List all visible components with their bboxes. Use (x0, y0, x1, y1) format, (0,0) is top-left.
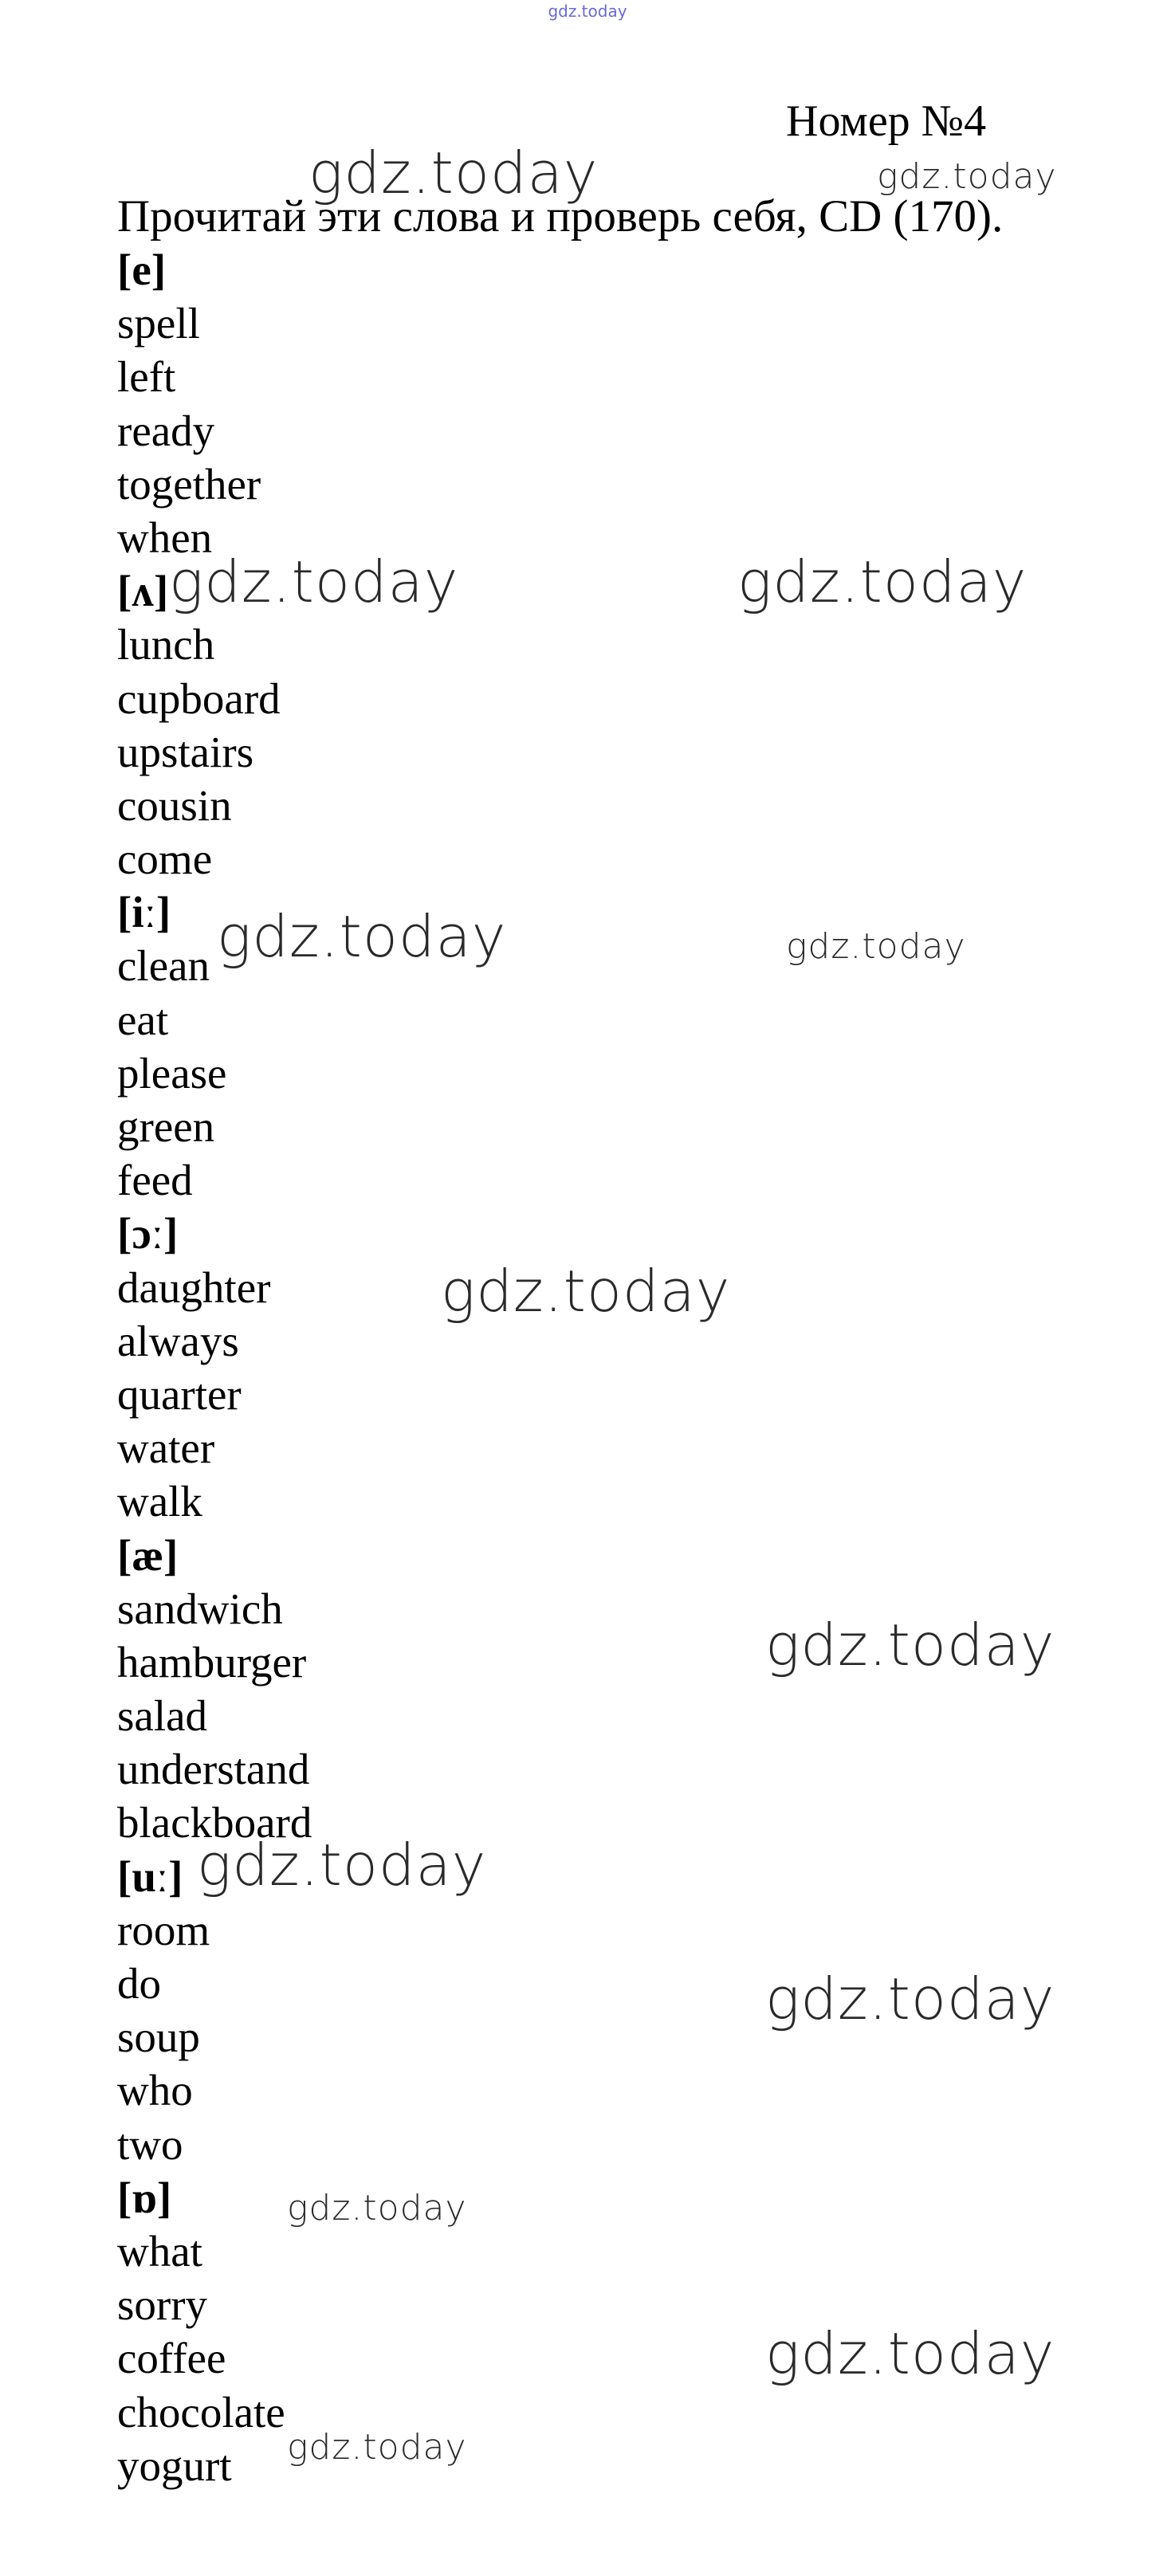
sound-label: [æ] (117, 1530, 179, 1580)
sound-label: [e] (117, 245, 167, 294)
word-item: walk (117, 1477, 202, 1526)
word-item: sandwich (117, 1584, 283, 1633)
word-item: soup (117, 2012, 200, 2062)
word-item: always (117, 1316, 239, 1365)
sound-label: [ʌ] (117, 567, 169, 616)
word-item: two (117, 2119, 183, 2169)
word-item: what (117, 2226, 202, 2276)
word-item: water (117, 1423, 215, 1473)
word-item: green (117, 1102, 215, 1151)
word-item: blackboard (117, 1798, 312, 1848)
word-item: eat (117, 995, 169, 1044)
watermark: gdz.today (441, 1258, 731, 1325)
word-item: yogurt (117, 2441, 232, 2490)
watermark: gdz.today (877, 156, 1057, 197)
word-item: room (117, 1905, 210, 1954)
watermark: gdz.today (765, 2320, 1055, 2387)
task-instruction: Прочитай эти слова и проверь себя, CD (170). (117, 191, 1004, 242)
word-item: left (117, 352, 176, 402)
word-item: quarter (117, 1369, 242, 1419)
word-item: come (117, 834, 213, 884)
sound-label: [ɔː] (117, 1209, 179, 1259)
word-item: ready (117, 406, 215, 455)
sound-label: [uː] (117, 1852, 183, 1901)
word-item: clean (117, 941, 210, 991)
word-item: spell (117, 299, 200, 348)
header-watermark: gdz.today (548, 2, 627, 21)
word-item: when (117, 512, 213, 562)
word-item: salad (117, 1691, 208, 1741)
word-item: sorry (117, 2280, 208, 2330)
watermark: gdz.today (737, 548, 1028, 615)
word-item: who (117, 2066, 193, 2115)
watermark: gdz.today (197, 1832, 487, 1899)
watermark: gdz.today (217, 903, 507, 970)
watermark: gdz.today (287, 2427, 467, 2468)
sound-label: [iː] (117, 888, 171, 937)
watermark: gdz.today (308, 139, 599, 206)
page-title: Номер №4 (786, 96, 987, 146)
watermark: gdz.today (765, 1612, 1055, 1679)
word-item: hamburger (117, 1637, 307, 1687)
word-item: upstairs (117, 727, 254, 776)
watermark: gdz.today (169, 548, 459, 615)
word-item: coffee (117, 2334, 226, 2383)
word-item: feed (117, 1156, 193, 1205)
word-item: together (117, 459, 261, 509)
watermark: gdz.today (287, 2188, 467, 2228)
word-item: please (117, 1048, 227, 1098)
watermark: gdz.today (786, 926, 966, 967)
watermark: gdz.today (765, 1965, 1055, 2032)
word-item: lunch (117, 620, 215, 670)
word-item: chocolate (117, 2387, 285, 2437)
sound-label: [ɒ] (117, 2173, 172, 2222)
word-item: cupboard (117, 673, 281, 723)
word-item: daughter (117, 1262, 271, 1312)
word-item: cousin (117, 780, 232, 830)
word-item: understand (117, 1745, 310, 1794)
word-item: do (117, 1959, 161, 2008)
